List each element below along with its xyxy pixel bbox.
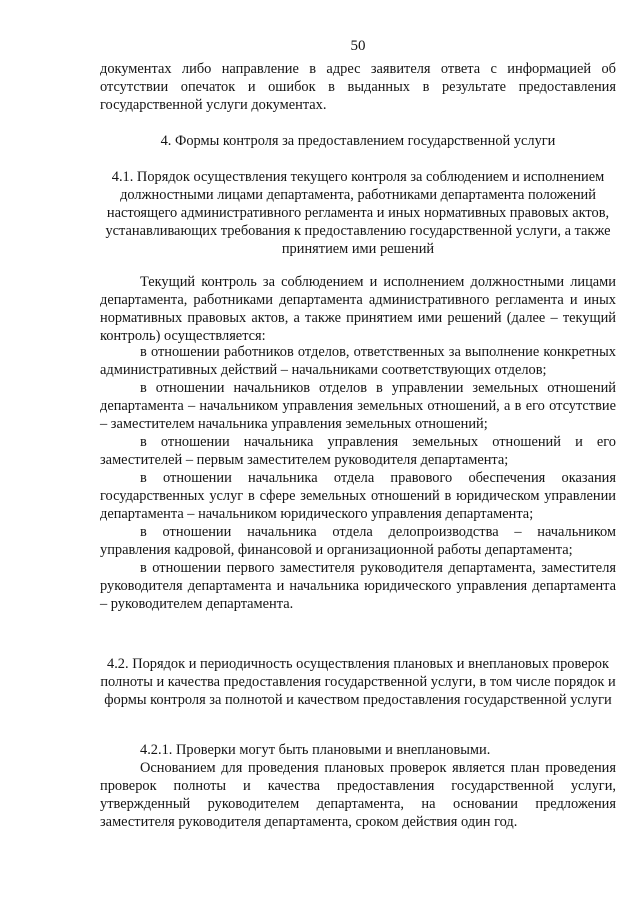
control-item: в отношении работников отделов, ответственных за выполнение конкретных административных действий – начальниками соответствующих отделов; [100,344,616,378]
section-4-2-heading: 4.2. Порядок и периодичность осуществления плановых и внеплановых проверок полноты и качества предоставления государственной услуги, в том числе порядок и формы контроля за полнотой и качеством предоставления государственной услуги [100,656,616,708]
section-4-1-heading: 4.1. Порядок осуществления текущего контроля за соблюдением и исполнением должностными лицами департамента, работниками департамента положений настоящего административного регламента и иных нормативных правовых актов, устанавливающих требования к предоставлению государственной услуги, а также принятием ими решений [105,169,611,257]
section-4-heading: 4. Формы контроля за предоставлением государственной услуги [160,133,556,149]
control-item: в отношении начальника отдела правового обеспечения оказания государственных услуг в сфере земельных отношений в юридическом управлении департамента – начальником юридического управления департамента; [100,470,616,522]
control-item: в отношении начальника отдела делопроизводства – начальником управления кадровой, финансовой и организационной работы департамента; [100,524,616,558]
control-item: в отношении начальника управления земельных отношений и его заместителей – первым заместителем руководителя департамента; [100,434,616,468]
intro-paragraph: документах либо направление в адрес заявителя ответа с информацией об отсутствии опечаток и ошибок в выданных в результате предоставления государственной услуги документах. [100,61,616,113]
basis-paragraph: Основанием для проведения плановых проверок является план проведения проверок полноты и качества предоставления государственной услуги, утвержденный руководителем департамента, на основании предложения заместителя руководителя департамента, сроком действия один год. [100,760,616,830]
control-items-list [100,343,616,613]
current-control-intro: Текущий контроль за соблюдением и исполнением должностными лицами департамента, работниками департамента административного регламента и иных нормативных правовых актов, а также принятием ими решений (далее – текущий контроль) осуществляется: [100,274,616,344]
page-number: 50 [350,38,366,54]
section-4-2-1-paragraph: 4.2.1. Проверки могут быть плановыми и внеплановыми. [140,742,491,758]
control-item: в отношении первого заместителя руководителя департамента, заместителя руководителя департамента и начальника юридического управления департамента – руководителем департамента. [100,560,616,612]
control-item: в отношении начальников отделов в управлении земельных отношений департамента – начальником управления земельных отношений, а в его отсутствие – заместителем начальника управления земельных отношений; [100,380,616,432]
